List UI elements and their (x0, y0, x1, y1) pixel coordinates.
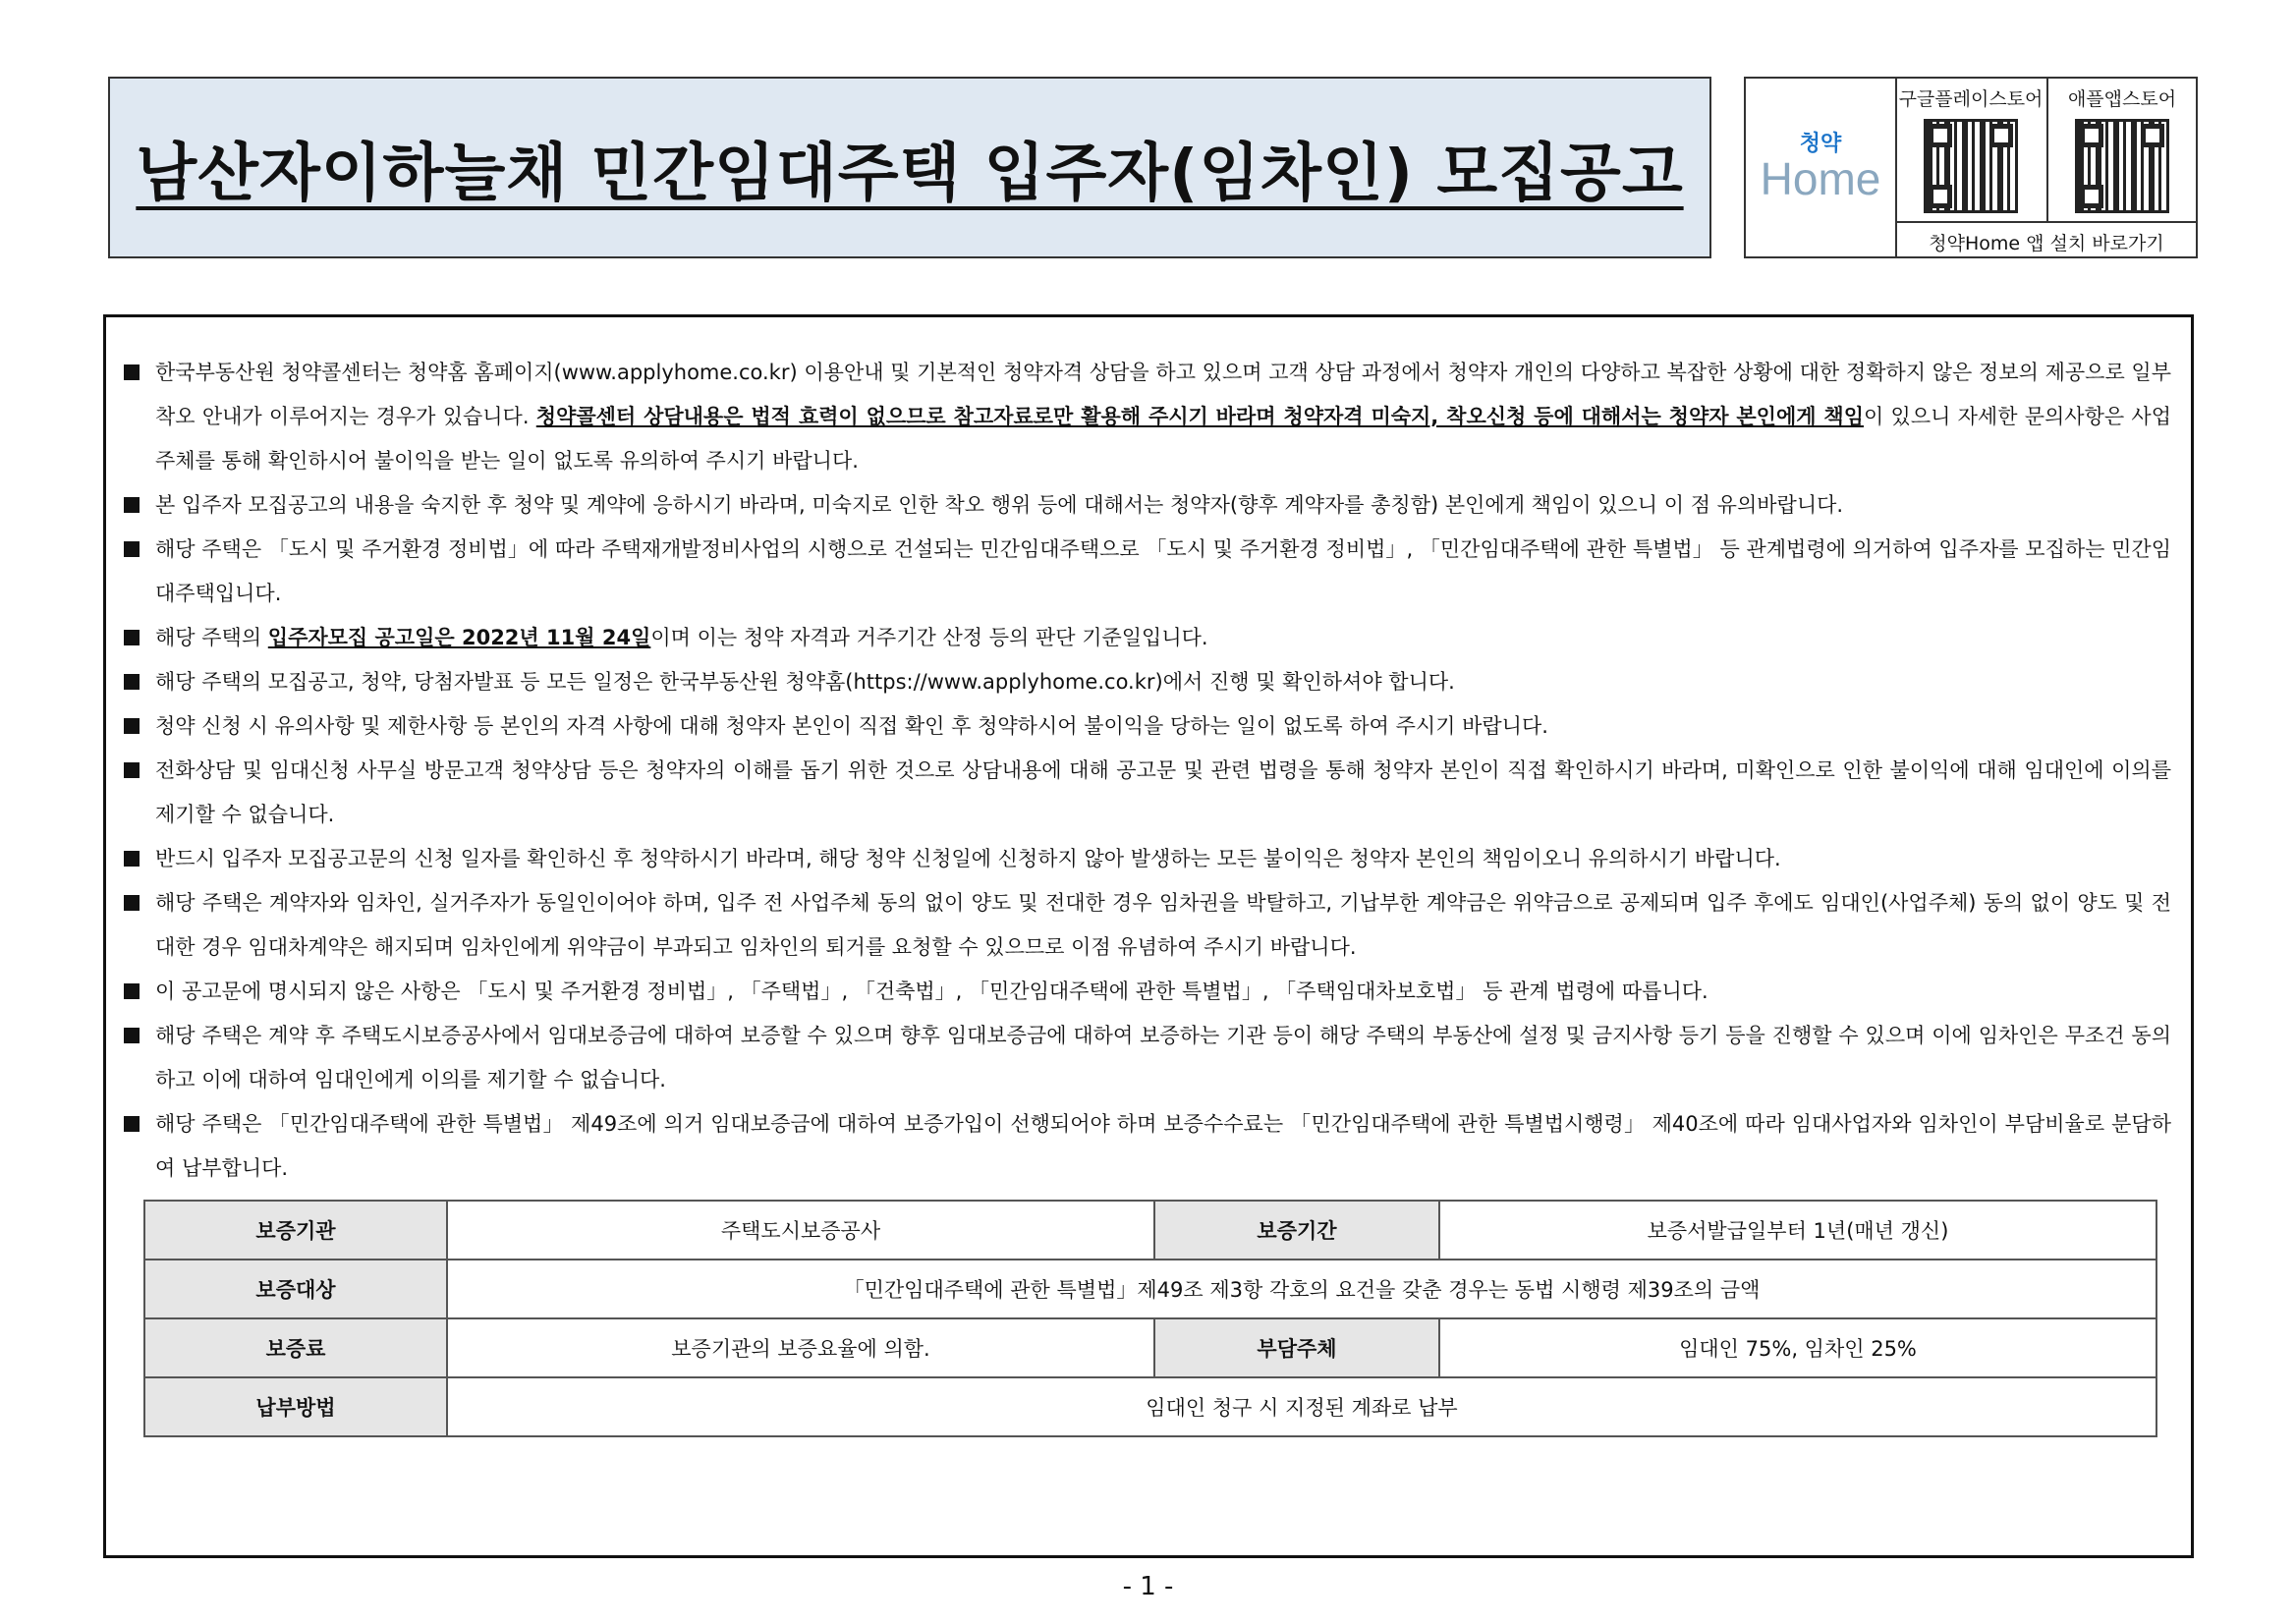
notice-emphasis: 청약콜센터 상담내용은 법적 효력이 없으므로 참고자료로만 활용해 주시기 바라며 청약자격 미숙지, 착오신청 등에 대해서는 청약자 본인에게 책임 (535, 405, 1864, 428)
notice-box (103, 314, 2194, 1558)
table-cell: 「민간임대주택에 관한 특별법」제49조 제3항 각호의 요건을 갖춘 경우는 동법 시행령 제39조의 금액 (447, 1260, 2156, 1318)
notice-item (118, 881, 2171, 970)
apple-qr-code-icon[interactable] (2075, 119, 2169, 213)
table-header-cell: 부담주체 (1154, 1318, 1439, 1377)
google-store-label: 구글플레이스토어 (1898, 88, 2044, 110)
app-install-box (1744, 77, 2198, 258)
notice-text: 본 입주자 모집공고의 내용을 숙지한 후 청약 및 계약에 응하시기 바라며, 미숙지로 인한 착오 행위 등에 대해서는 청약자(향후 계약자를 총칭함) 본인에게 책임이 있으니 이 점 유의바랍니다. (155, 493, 1844, 517)
notice-text: 전화상담 및 임대신청 사무실 방문고객 청약상담 등은 청약자의 이해를 돕기 위한 것으로 상담내용에 대해 공고문 및 관련 법령을 통해 청약자 본인이 직접 확인하시기 바라며, 미확인으로 인한 불이익에 대해 임대인에 이의를 제기할 수 없습니다. (155, 758, 2171, 826)
square-bullet-icon (124, 541, 140, 557)
guarantee-table (143, 1200, 2157, 1437)
apple-store-column[interactable] (2046, 79, 2198, 221)
apple-store-label: 애플앱스토어 (2067, 88, 2177, 110)
announcement-date: 입주자모집 공고일은 2022년 11월 24일 (267, 626, 651, 649)
title-box (108, 77, 1711, 258)
notice-text: 반드시 입주자 모집공고문의 신청 일자를 확인하신 후 청약하시기 바라며, 해당 청약 신청일에 신청하지 않아 발생하는 모든 불이익은 청약자 본인의 책임이오니 유의하시기 바랍니다. (155, 847, 1781, 870)
square-bullet-icon (124, 718, 140, 734)
square-bullet-icon (124, 1116, 140, 1132)
table-row (144, 1201, 2156, 1260)
notice-item (118, 351, 2171, 483)
table-cell: 임대인 75%, 임차인 25% (1439, 1318, 2156, 1377)
table-row (144, 1260, 2156, 1318)
notice-item (118, 1014, 2171, 1102)
logo-small-text: 청약 (1799, 132, 1842, 157)
notice-item (118, 1102, 2171, 1191)
notice-text: 한국부동산원 청약콜센터는 청약홈 홈페이지(www.applyhome.co.kr) 이용안내 및 기본적인 청약자격 상담을 하고 있으며 고객 상담 과정에서 청약자 개인의 다양하고 복잡한 상황에 대한 정확하지 않은 정보의 제공으로 일부 착오 안내가 이루어지는 경우가 있습니다. (155, 361, 2171, 428)
square-bullet-icon (124, 851, 140, 867)
square-bullet-icon (124, 1028, 140, 1043)
notice-text: 해당 주택은 「민간임대주택에 관한 특별법」 제49조에 의거 임대보증금에 대하여 보증가입이 선행되어야 하며 보증수수료는 「민간임대주택에 관한 특별법시행령」 제40조에 따라 임대사업자와 임차인이 부담비율로 분담하여 납부합니다. (155, 1112, 2171, 1180)
notice-list (118, 351, 2171, 1191)
notice-text: 해당 주택의 (155, 626, 268, 649)
square-bullet-icon (124, 674, 140, 690)
notice-text: 이 공고문에 명시되지 않은 사항은 「도시 및 주거환경 정비법」, 「주택법」, 「건축법」, 「민간임대주택에 관한 특별법」, 「주택임대차보호법」 등 관계 법령에 따릅니다. (155, 980, 1708, 1003)
table-cell: 주택도시보증공사 (447, 1201, 1154, 1260)
notice-item (118, 837, 2171, 881)
notice-item (118, 483, 2171, 528)
notice-item (118, 660, 2171, 704)
google-store-column[interactable] (1895, 79, 2048, 221)
square-bullet-icon (124, 630, 140, 645)
square-bullet-icon (124, 364, 140, 380)
install-link[interactable]: 청약Home 앱 설치 바로가기 (1895, 221, 2198, 260)
table-header-cell: 보증기간 (1154, 1201, 1439, 1260)
square-bullet-icon (124, 895, 140, 911)
table-header-cell: 보증대상 (144, 1260, 447, 1318)
notice-text: 해당 주택의 모집공고, 청약, 당첨자발표 등 모든 일정은 한국부동산원 청약홈(https://www.applyhome.co.kr)에서 진행 및 확인하셔야 합니다. (155, 670, 1455, 694)
notice-text: 해당 주택은 「도시 및 주거환경 정비법」에 따라 주택재개발정비사업의 시행으로 건설되는 민간임대주택으로 「도시 및 주거환경 정비법」, 「민간임대주택에 관한 특별법」 등 관계법령에 의거하여 입주자를 모집하는 민간임대주택입니다. (155, 537, 2171, 605)
table-row (144, 1318, 2156, 1377)
google-qr-code-icon[interactable] (1924, 119, 2018, 213)
logo-big-text: Home (1760, 153, 1881, 205)
square-bullet-icon (124, 762, 140, 778)
page-number: - 1 - (1122, 1572, 1174, 1601)
table-cell: 보증기관의 보증요율에 의함. (447, 1318, 1154, 1377)
notice-text: 이며 이는 청약 자격과 거주기간 산정 등의 판단 기준일입니다. (650, 626, 1208, 649)
notice-text: 해당 주택은 계약 후 주택도시보증공사에서 임대보증금에 대하여 보증할 수 있으며 향후 임대보증금에 대하여 보증하는 기관 등이 해당 주택의 부동산에 설정 및 금지사항 등기 등을 진행할 수 있으며 이에 임차인은 무조건 동의하고 이에 대하여 임대인에게 이의를 제기할 수 없습니다. (155, 1024, 2171, 1092)
notice-item (118, 528, 2171, 616)
notice-text: 이 있으니 자세한 문의사항은 사업주체를 통해 확인하시어 불이익을 받는 일이 없도록 유의하여 주시기 바랍니다. (155, 405, 2171, 473)
square-bullet-icon (124, 497, 140, 513)
notice-item (118, 749, 2171, 837)
table-cell: 임대인 청구 시 지정된 계좌로 납부 (447, 1377, 2156, 1436)
notice-text: 해당 주택은 계약자와 임차인, 실거주자가 동일인이어야 하며, 입주 전 사업주체 동의 없이 양도 및 전대한 경우 임차권을 박탈하고, 기납부한 계약금은 위약금으로 공제되며 입주 후에도 임대인(사업주체) 동의 없이 양도 및 전대한 경우 임대차계약은 해지되며 임차인에게 위약금이 부과되고 임차인의 퇴거를 요청할 수 있으므로 이점 유념하여 주시기 바랍니다. (155, 891, 2171, 959)
notice-item (118, 704, 2171, 749)
table-cell: 보증서발급일부터 1년(매년 갱신) (1439, 1201, 2156, 1260)
square-bullet-icon (124, 983, 140, 999)
notice-text: 청약 신청 시 유의사항 및 제한사항 등 본인의 자격 사항에 대해 청약자 본인이 직접 확인 후 청약하시어 불이익을 당하는 일이 없도록 하여 주시기 바랍니다. (155, 714, 1548, 738)
notice-item (118, 970, 2171, 1014)
table-header-cell: 보증료 (144, 1318, 447, 1377)
applyhome-logo (1746, 79, 1897, 258)
table-header-cell: 보증기관 (144, 1201, 447, 1260)
table-header-cell: 납부방법 (144, 1377, 447, 1436)
notice-item (118, 616, 2171, 660)
table-row (144, 1377, 2156, 1436)
page-title: 남산자이하늘채 민간임대주택 입주자(임차인) 모집공고 (136, 137, 1684, 210)
